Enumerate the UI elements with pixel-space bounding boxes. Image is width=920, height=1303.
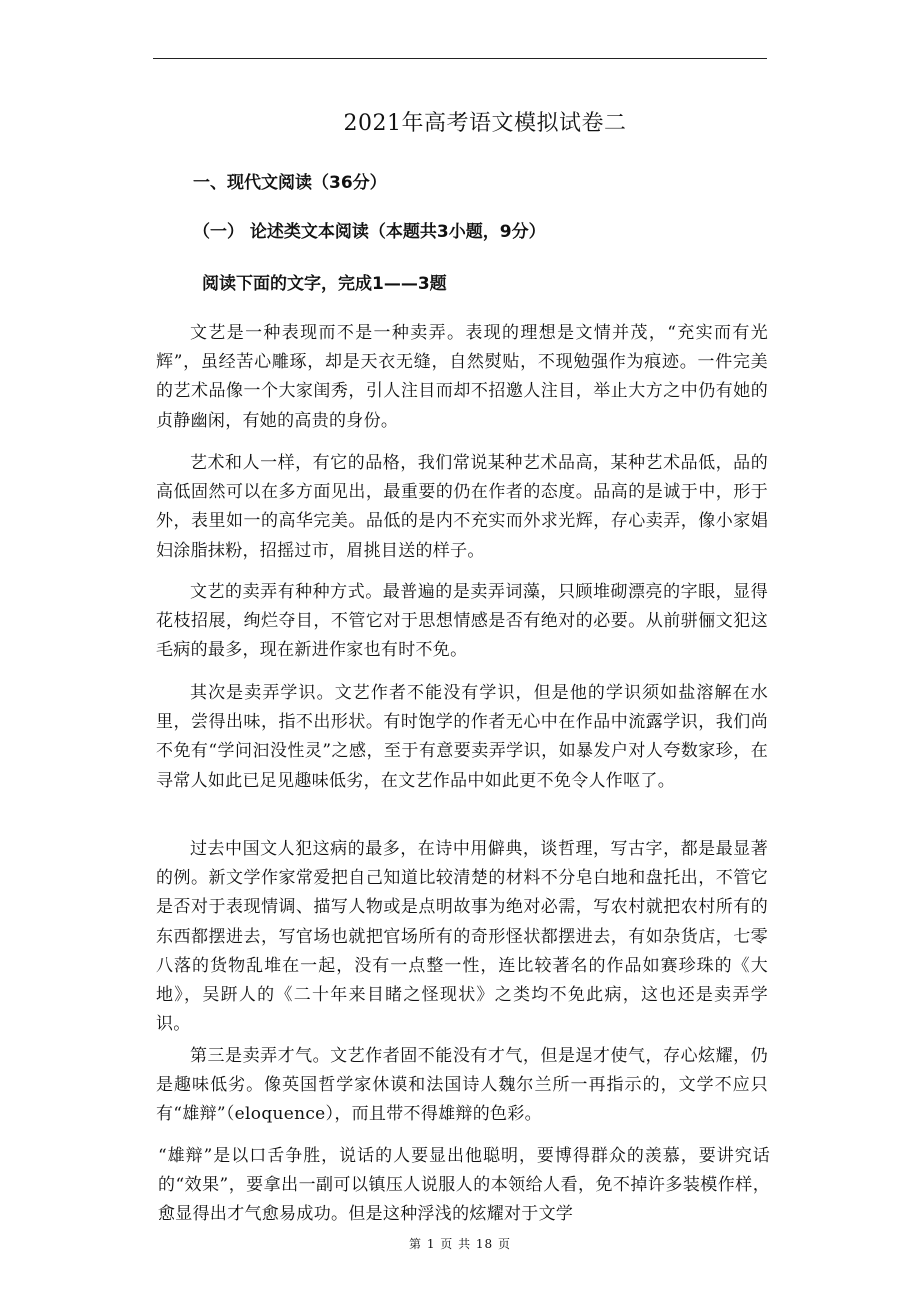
- paragraph-1: 文艺是一种表现而不是一种卖弄。表现的理想是文情并茂，“充实而有光辉”，虽经苦心雕琢，却是天衣无缝，自然熨贴，不现勉强作为痕迹。一件完美的艺术品像一个大家闺秀，引人注目而却不招邀人注目，举止大方之中仍有她的贞静幽闲，有她的高贵的身份。: [156, 323, 768, 431]
- reading-instruction: 阅读下面的文字，完成1——3题: [202, 274, 447, 294]
- paragraph-3: 文艺的卖弄有种种方式。最普遍的是卖弄词藻，只顾堆砌漂亮的字眼，显得花枝招展，绚烂夺目，不管它对于思想情感是否有绝对的必要。从前骈俪文犯这毛病的最多，现在新进作家也有时不免。: [156, 582, 768, 661]
- page-title: 2021年高考语文模拟试卷二: [343, 111, 627, 136]
- header-rule: [153, 58, 767, 59]
- subsection-heading: （一） 论述类文本阅读（本题共3小题，9分）: [193, 222, 546, 242]
- paragraph-2: 艺术和人一样，有它的品格，我们常说某种艺术品高，某种艺术品低，品的高低固然可以在多方面见出，最重要的仍在作者的态度。品高的是诚于中，形于外，表里如一的高华完美。品低的是内不充实而外求光辉，存心卖弄，像小家娼妇涂脂抹粉，招摇过市，眉挑目送的样子。: [156, 453, 768, 561]
- page-footer: 第 1 页 共 18 页: [409, 1237, 511, 1251]
- section-heading: 一、现代文阅读（36分）: [193, 173, 387, 193]
- paragraph-5: 过去中国文人犯这病的最多，在诗中用僻典，谈哲理，写古字，都是最显著的例。新文学作家常爱把自己知道比较清楚的材料不分皂白地和盘托出，不管它是否对于表现情调、描写人物或是点明故事为绝对必需，写农村就把农村所有的东西都摆进去，写官场也就把官场所有的奇形怪状都摆进去，有如杂货店，七零八落的货物乱堆在一起，没有一点整一性，连比较著名的作品如赛珍珠的《大地》，吴趼人的《二十年来目睹之怪现状》之类均不免此病，这也还是卖弄学识。: [156, 839, 768, 1035]
- paragraph-7: “雄辩”是以口舌争胜，说话的人要显出他聪明，要博得群众的羡慕，要讲究话的“效果”，要拿出一副可以镇压人说服人的本领给人看，免不掉许多装模作样，愈显得出才气愈易成功。但是这种浮浅的炫耀对于文学: [158, 1146, 770, 1225]
- paragraph-6: 第三是卖弄才气。文艺作者固不能没有才气，但是逞才使气，存心炫耀，仍是趣味低劣。像英国哲学家休谟和法国诗人魏尔兰所一再指示的，文学不应只有“雄辩”（eloquence），而且带不得雄辩的色彩。: [156, 1046, 768, 1125]
- paragraph-4: 其次是卖弄学识。文艺作者不能没有学识，但是他的学识须如盐溶解在水里，尝得出味，指不出形状。有时饱学的作者无心中在作品中流露学识，我们尚不免有“学问汩没性灵”之感，至于有意要卖弄学识，如暴发户对人夸数家珍，在寻常人如此已足见趣味低劣，在文艺作品中如此更不免令人作呕了。: [156, 683, 768, 791]
